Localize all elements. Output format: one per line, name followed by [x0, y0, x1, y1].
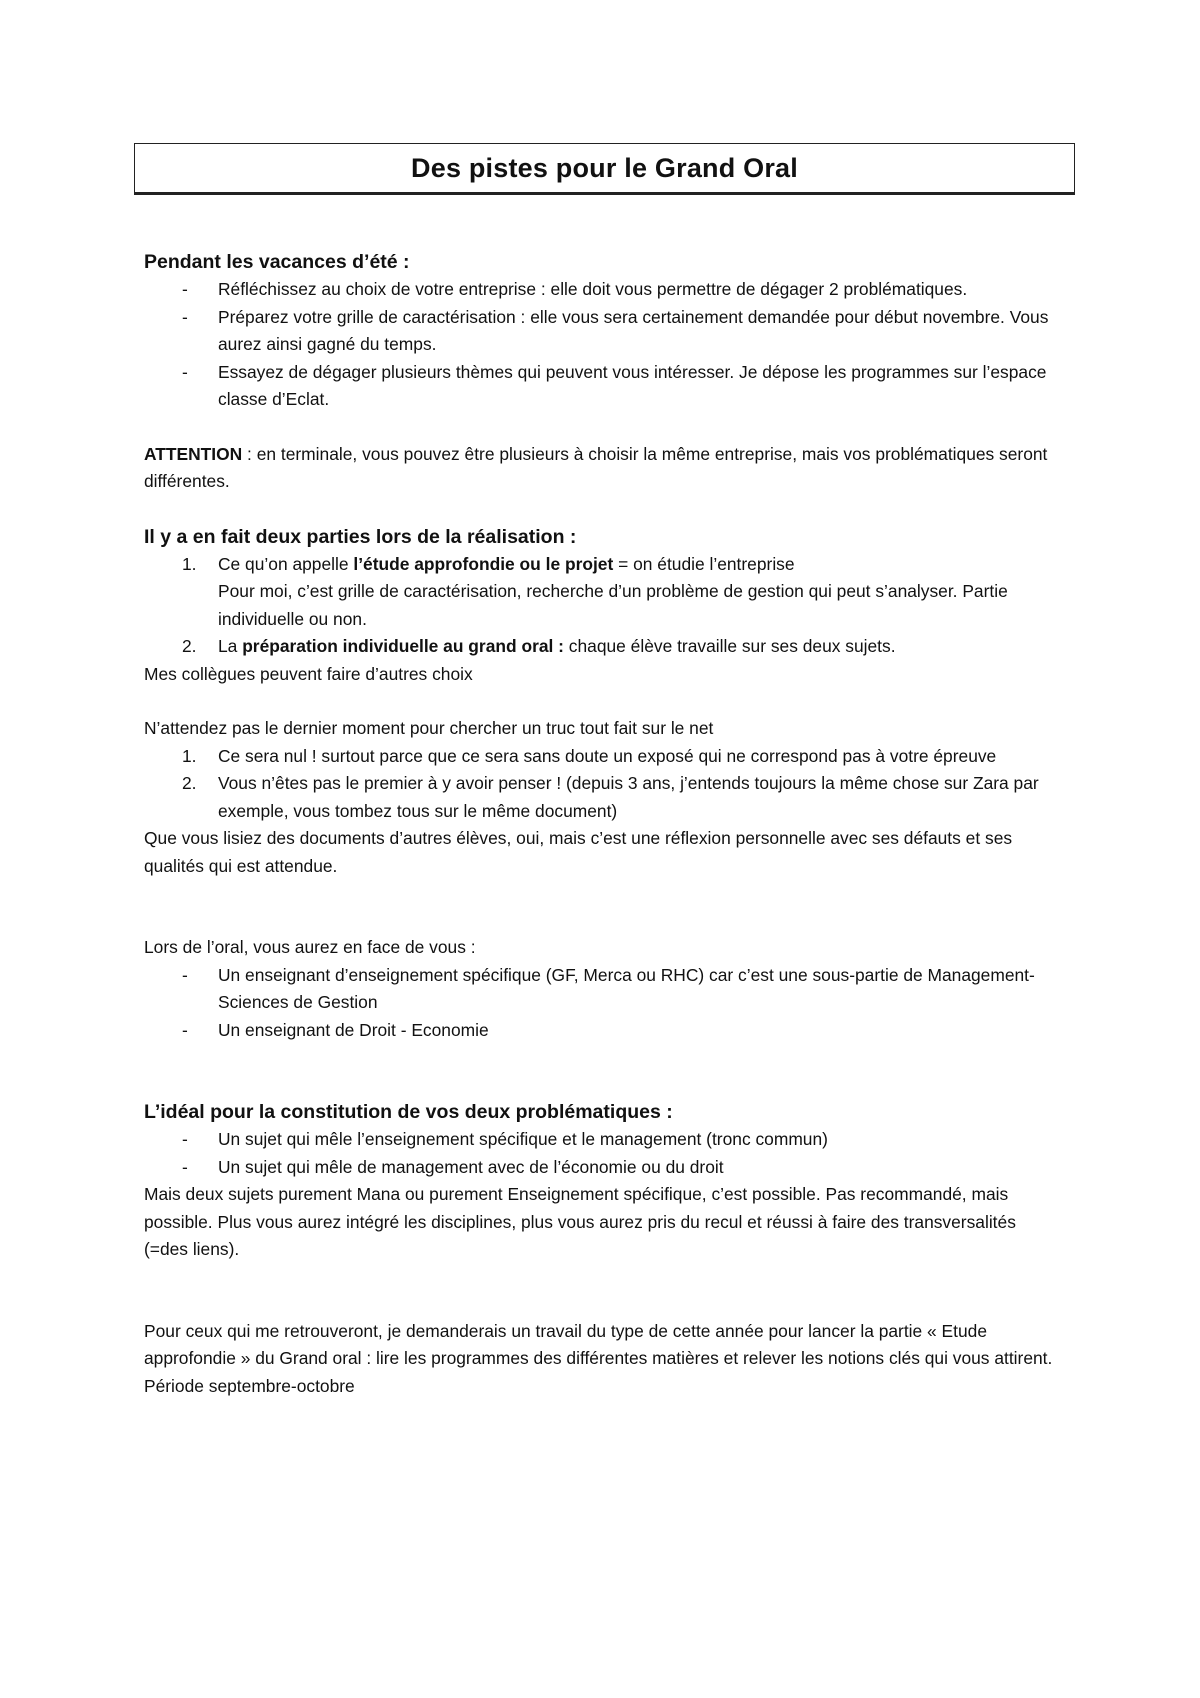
summer-list — [144, 276, 1064, 414]
closing-paragraph: Pour ceux qui me retrouveront, je demanderais un travail du type de cette année pour lancer la partie « Etude approfondie » du Grand oral : lire les programmes des différentes matières et relever les notions clés qui vous attirent. Période septembre-octobre — [144, 1320, 1053, 1396]
parts-note: Mes collègues peuvent faire d’autres choix — [144, 663, 473, 684]
list-item: 2. La préparation individuelle au grand oral : chaque élève travaille sur ses deux sujets. — [182, 636, 896, 656]
waiting-conclusion: Que vous lisiez des documents d’autres élèves, oui, mais c’est une réflexion personnelle avec ses défauts et ses qualités qui est attendue. — [144, 828, 1013, 876]
list-item: - Un sujet qui mêle l’enseignement spécifique et le management (tronc commun) — [182, 1129, 828, 1149]
list-item: - Un enseignant de Droit - Economie — [182, 1019, 489, 1040]
list-item: - Un sujet qui mêle de management avec de l’économie ou du droit — [182, 1156, 724, 1177]
list-item: 1. Ce sera nul ! surtout parce que ce sera sans doute un exposé qui ne correspond pas à votre épreuve — [182, 745, 997, 766]
title-box — [134, 143, 1075, 193]
section-heading-parts: Il y a en fait deux parties lors de la réalisation : — [144, 525, 577, 548]
list-item: - Réfléchissez au choix de votre entreprise : elle doit vous permettre de dégager 2 problématiques. — [182, 279, 968, 299]
section-heading-summer: Pendant les vacances d’été : — [144, 251, 410, 273]
ideal-list — [144, 1126, 1064, 1181]
page-title: Des pistes pour le Grand Oral — [411, 152, 798, 183]
attention-paragraph: ATTENTION : en terminale, vous pouvez être plusieurs à choisir la même entreprise, mais vos problématiques seront différentes. — [144, 443, 1048, 491]
document-body — [144, 248, 1064, 1400]
section-heading-ideal: L’idéal pour la constitution de vos deux problématiques : — [144, 1101, 673, 1123]
waiting-intro: N’attendez pas le dernier moment pour chercher un truc tout fait sur le net — [144, 718, 714, 738]
list-item: 2. Vous n’êtes pas le premier à y avoir penser ! (depuis 3 ans, j’entends toujours la même chose sur Zara par exemple, vous tombez tous sur le même document) — [182, 773, 1039, 821]
list-item: - Un enseignant d’enseignement spécifique (GF, Merca ou RHC) car c’est une sous-partie de Management-Sciences de Gestion — [182, 964, 1035, 1012]
oral-intro: Lors de l’oral, vous aurez en face de vous : — [144, 937, 476, 957]
list-item: - Préparez votre grille de caractérisation : elle vous sera certainement demandée pour début novembre. Vous aurez ainsi gagné du temps. — [182, 306, 1049, 354]
parts-list — [144, 551, 1064, 661]
ideal-text: Mais deux sujets purement Mana ou purement Enseignement spécifique, c’est possible. Pas recommandé, mais possible. Plus vous aurez intégré les disciplines, plus vous aurez pris du recul et réussi à faire des transversalités (=des liens). — [144, 1184, 1016, 1259]
oral-list — [144, 962, 1064, 1045]
waiting-list — [144, 743, 1064, 826]
list-item: - Essayez de dégager plusieurs thèmes qui peuvent vous intéresser. Je dépose les programmes sur l’espace classe d’Eclat. — [182, 361, 1047, 409]
list-item: 1. Ce qu’on appelle l’étude approfondie ou le projet = on étudie l’entreprise Pour moi, c’est grille de caractérisation, recherche d’un problème de gestion qui peut s’analyser. Partie individuelle ou non. — [182, 553, 1008, 629]
